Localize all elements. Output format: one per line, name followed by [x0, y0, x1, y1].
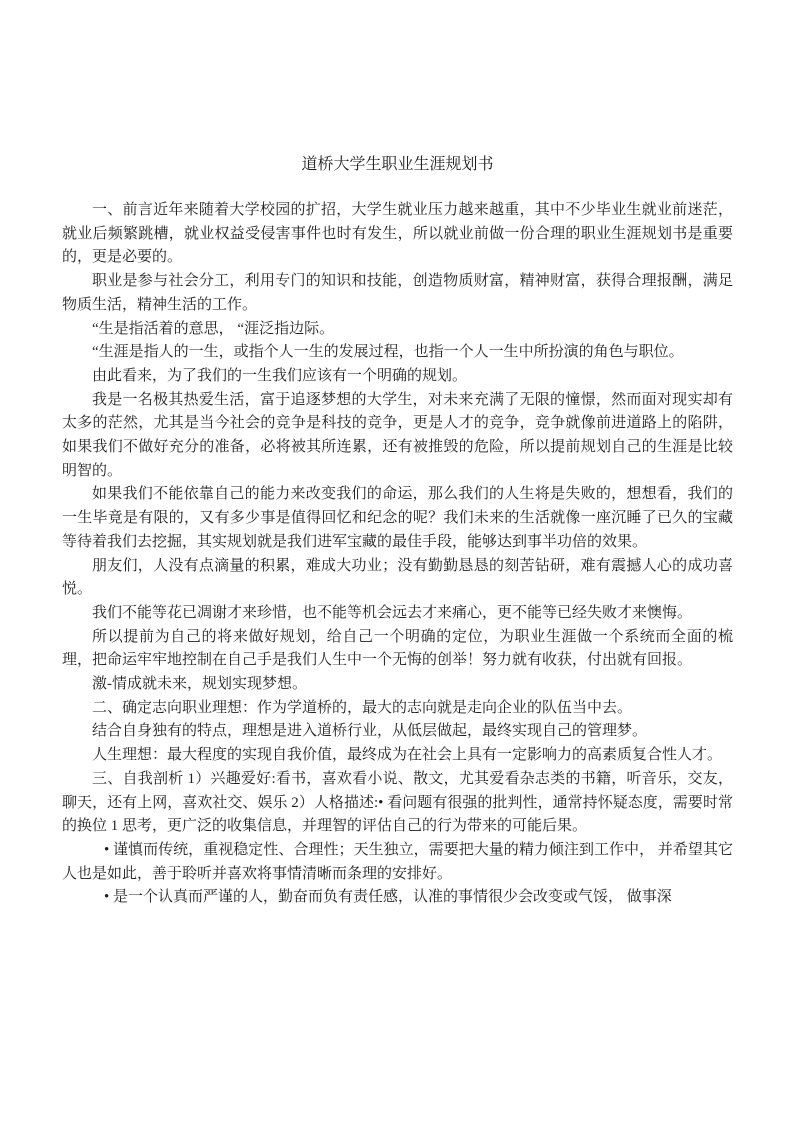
document-title: 道桥大学生职业生涯规划书 — [301, 156, 494, 173]
paragraph: 我们不能等花已凋谢才来珍惜，也不能等机会远去才来痛心，更不能等已经失败才来懊悔。 — [92, 604, 693, 621]
paragraph: “生涯是指人的一生，或指个人一生的发展过程，也指一个人一生中所扮演的角色与职位。 — [92, 344, 684, 361]
document-body — [62, 199, 733, 910]
paragraph: 如果我们不能依靠自己的能力来改变我们的命运，那么我们的人生将是失败的，想想看，我们的一生毕竟是有限的，又有多少事是值得回忆和纪念的呢？我们未来的生活就像一座沉睡了已久的宝藏等待着我们去挖掘，其实规划就是我们进军宝藏的最佳手段，能够达到事半功倍的效果。 — [62, 486, 733, 550]
paragraph: 我是一名极其热爱生活，富于追逐梦想的大学生，对未来充满了无限的憧憬，然而面对现实却有太多的茫然，尤其是当今社会的竞争是科技的竞争，更是人才的竞争，竞争就像前进道路上的陷阱，如果我们不做好充分的准备，必将被其所连累，还有被推毁的危险，所以提前规划自己的生涯是比较明智的。 — [62, 391, 733, 479]
bullet-paragraph: • 谨慎而传统，重视稳定性、合理性；天生独立，需要把大量的精力倾注到工作中， 并希望其它人也是如此，善于聆听并喜欢将事情清晰而条理的安排好。 — [62, 841, 733, 882]
paragraph: 一、前言近年来随着大学校园的扩招，大学生就业压力越来越重，其中不少毕业生就业前迷茫，就业后频繁跳槽，就业权益受侵害事件也时有发生，所以就业前做一份合理的职业生涯规划书是重要的，更是必要的。 — [62, 202, 733, 266]
bullet-paragraph: • 是一个认真而严谨的人，勤奋而负有责任感，认准的事情很少会改变或气馁， 做事深 — [104, 889, 672, 906]
document-page — [62, 151, 733, 910]
paragraph: 三、自我剖析 1）兴趣爱好:看书，喜欢看小说、散文，尤其爱看杂志类的书籍，听音乐，交友，聊天，还有上网，喜欢社交、娱乐 2）人格描述:• 看问题有很强的批判性，通常持怀疑态度，需要时常的换位 1 思考，更广泛的收集信息，并理智的评估自己的行为带来的可能后果。 — [62, 770, 733, 835]
paragraph: “生是指活着的意思， “涯泛指边际。 — [92, 320, 335, 337]
paragraph: 人生理想：最大程度的实现自我价值，最终成为在社会上具有一定影响力的高素质复合性人才。 — [92, 747, 723, 764]
paragraph: 二、确定志向职业理想：作为学道桥的，最大的志向就是走向企业的队伍当中去。 — [92, 699, 633, 716]
paragraph: 职业是参与社会分工，利用专门的知识和技能，创造物质财富，精神财富，获得合理报酬，满足物质生活，精神生活的工作。 — [62, 273, 733, 313]
paragraph: 激-情成就未来，规划实现梦想。 — [92, 676, 307, 693]
paragraph: 由此看来，为了我们的一生我们应该有一个明确的规划。 — [92, 367, 468, 384]
paragraph: 结合自身独有的特点，理想是进入道桥行业，从低层做起，最终实现自己的管理梦。 — [92, 723, 648, 740]
paragraph: 所以提前为自己的将来做好规划，给自己一个明确的定位，为职业生涯做一个系统而全面的梳理，把命运牢牢地控制在自己手是我们人生中一个无悔的创举！努力就有收获，付出就有回报。 — [62, 628, 733, 669]
paragraph: 朋友们，人没有点滴量的积累，难成大功业；没有勤勤恳恳的刻苦钻研，难有震撼人心的成功喜悦。 — [62, 557, 733, 598]
